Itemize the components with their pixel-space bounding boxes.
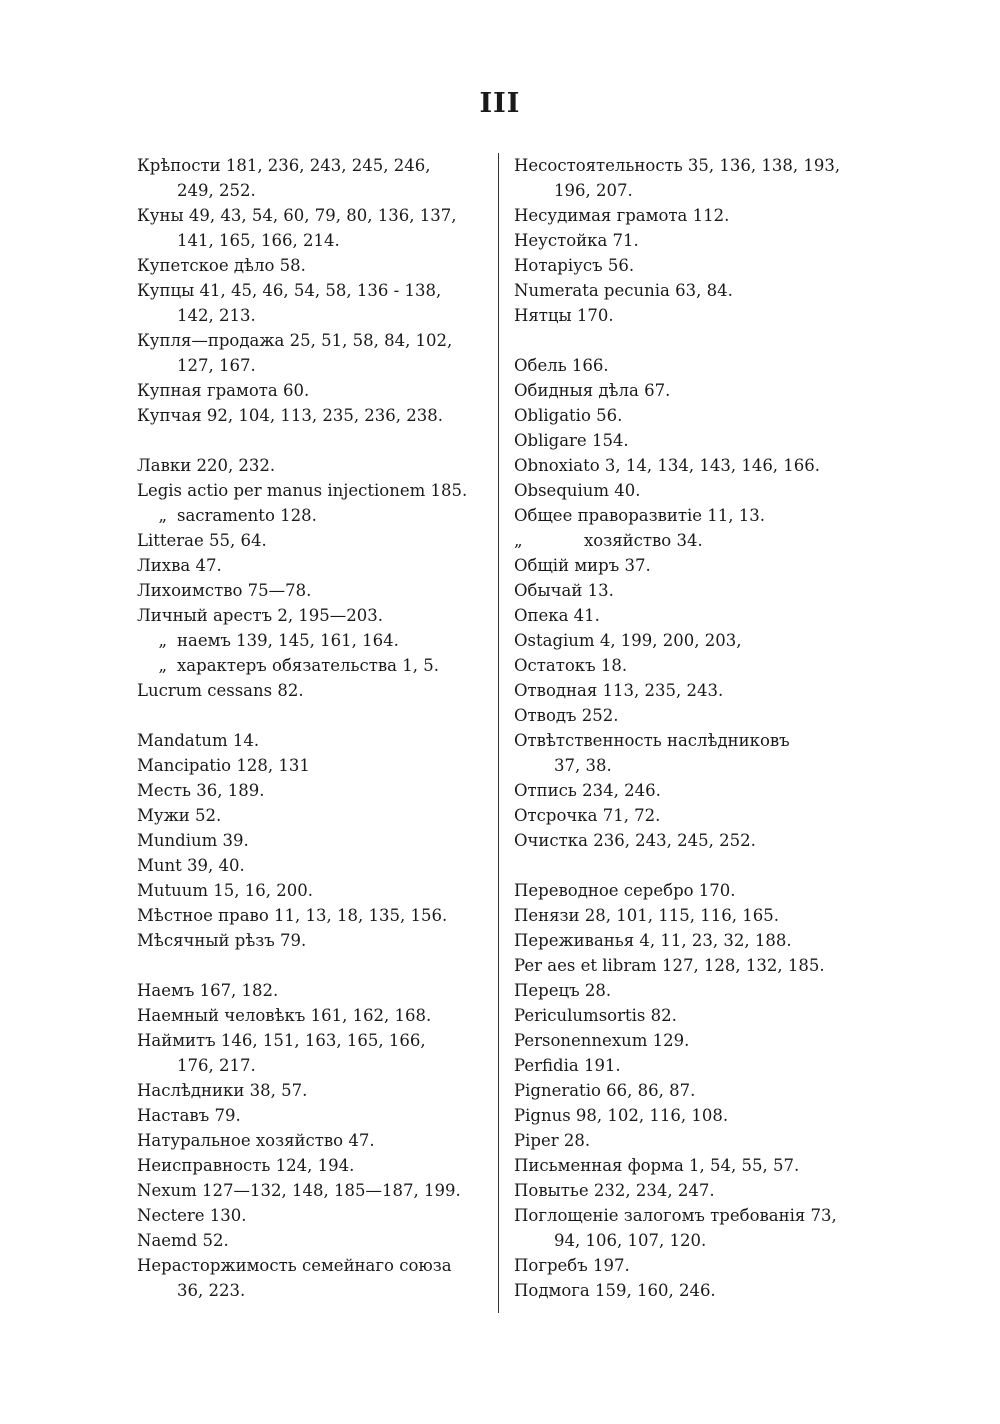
ditto-mark: „ [158, 631, 167, 650]
index-entry-text: Отпись 234, 246. [514, 781, 661, 800]
ditto-mark: „ [514, 531, 523, 550]
index-entry-text: Купная грамота 60. [137, 381, 310, 400]
index-entry [137, 653, 487, 678]
index-entry-text: Per aes et libram 127, 128, 132, 185. [514, 956, 825, 975]
index-entry-text: Куны 49, 43, 54, 60, 79, 80, 136, 137, [137, 206, 457, 225]
index-entry-text: Общее праворазвитіе 11, 13. [514, 506, 766, 525]
index-entry-text: Наемный человѣкъ 161, 162, 168. [137, 1006, 432, 1025]
index-entry-text: Наймитъ 146, 151, 163, 165, 166, [137, 1031, 426, 1050]
index-entry-text: Обидныя дѣла 67. [514, 381, 671, 400]
index-entry [514, 278, 870, 303]
index-entry [137, 1028, 487, 1078]
index-entry-continuation: 37, 38. [554, 756, 612, 775]
index-entry-text: Пенязи 28, 101, 115, 116, 165. [514, 906, 779, 925]
index-entry-text: Остатокъ 18. [514, 656, 628, 675]
index-entry-text: Мѣсячный рѣзъ 79. [137, 931, 307, 950]
index-entry-continuation: 196, 207. [554, 181, 633, 200]
index-entry [137, 753, 487, 778]
index-entry-text: Mandatum 14. [137, 731, 260, 750]
index-entry [137, 1128, 487, 1153]
index-entry-text: Litterae 55, 64. [137, 531, 267, 550]
index-entry-text: Нотаріусъ 56. [514, 256, 635, 275]
index-entry-text: Обель 166. [514, 356, 609, 375]
index-entry [514, 1103, 870, 1128]
index-entry [137, 378, 487, 403]
index-entry [514, 1003, 870, 1028]
index-entry-text: Munt 39, 40. [137, 856, 245, 875]
index-entry-text: Numerata pecunia 63, 84. [514, 281, 733, 300]
index-entry [137, 828, 487, 853]
index-entry-continuation: 141, 165, 166, 214. [177, 231, 340, 250]
index-entry-text: Лихва 47. [137, 556, 222, 575]
index-entry-text: Мужи 52. [137, 806, 222, 825]
index-entry [514, 403, 870, 428]
index-entry-continuation: 36, 223. [177, 1281, 246, 1300]
index-entry [514, 1128, 870, 1153]
index-entry-text: Очистка 236, 243, 245, 252. [514, 831, 756, 850]
index-entry-text: Отвѣтственность наслѣдниковъ [514, 731, 790, 750]
index-entry-text: Naemd 52. [137, 1231, 229, 1250]
index-entry-text: Наслѣдники 38, 57. [137, 1081, 308, 1100]
index-entry [137, 453, 487, 478]
index-entry [514, 453, 870, 478]
index-entry [514, 678, 870, 703]
index-entry-text: Личный арестъ 2, 195—203. [137, 606, 384, 625]
index-entry-text: Отводъ 252. [514, 706, 619, 725]
index-entry-text: Обычай 13. [514, 581, 614, 600]
index-entry-text: Nectere 130. [137, 1206, 247, 1225]
index-entry-text: Mutuum 15, 16, 200. [137, 881, 314, 900]
index-entry-continuation: 142, 213. [177, 306, 256, 325]
index-entry [514, 528, 870, 553]
index-entry [514, 1153, 870, 1178]
index-entry [137, 478, 487, 503]
column-divider [498, 153, 499, 1313]
index-entry [137, 1203, 487, 1228]
index-entry-text: Pignus 98, 102, 116, 108. [514, 1106, 729, 1125]
index-entry [137, 978, 487, 1003]
index-entry-text: Piper 28. [514, 1131, 591, 1150]
index-entry [137, 803, 487, 828]
index-entry-text: Купцы 41, 45, 46, 54, 58, 136 - 138, [137, 281, 442, 300]
index-entry [514, 878, 870, 903]
index-entry-text: Pigneratio 66, 86, 87. [514, 1081, 696, 1100]
index-entry-text: Крѣпости 181, 236, 243, 245, 246, [137, 156, 431, 175]
index-entry-text: Неустойка 71. [514, 231, 639, 250]
index-entry [137, 603, 487, 628]
index-entry [137, 728, 487, 753]
index-entry [514, 1028, 870, 1053]
index-entry-text: Общій миръ 37. [514, 556, 651, 575]
index-entry-text: Погребъ 197. [514, 1256, 630, 1275]
index-entry-text: Personennexum 129. [514, 1031, 690, 1050]
index-entry [514, 978, 870, 1003]
index-entry-text: Месть 36, 189. [137, 781, 265, 800]
index-entry [514, 903, 870, 928]
ditto-mark: „ [158, 506, 167, 525]
index-entry-text: Переводное серебро 170. [514, 881, 736, 900]
index-entry [137, 1078, 487, 1103]
index-entry-text: Купетское дѣло 58. [137, 256, 306, 275]
index-entry [137, 278, 487, 328]
index-entry [514, 428, 870, 453]
index-entry-text: Купля—продажа 25, 51, 58, 84, 102, [137, 331, 453, 350]
index-entry [137, 1228, 487, 1253]
index-entry [514, 1078, 870, 1103]
index-entry-text: Obligare 154. [514, 431, 629, 450]
index-entry [514, 603, 870, 628]
index-entry-text: Отсрочка 71, 72. [514, 806, 661, 825]
index-entry-text: хозяйство 34. [584, 531, 703, 550]
index-entry [137, 203, 487, 253]
index-entry-continuation: 127, 167. [177, 356, 256, 375]
index-entry [137, 878, 487, 903]
index-entry-text: Наемъ 167, 182. [137, 981, 279, 1000]
index-entry-text: Perfidia 191. [514, 1056, 621, 1075]
index-entry [137, 153, 487, 203]
index-entry [137, 853, 487, 878]
index-entry [514, 1253, 870, 1278]
ditto-mark: „ [158, 656, 167, 675]
index-entry-text: Нятцы 170. [514, 306, 614, 325]
index-entry-text: Купчая 92, 104, 113, 235, 236, 238. [137, 406, 444, 425]
index-entry [514, 203, 870, 228]
index-entry [514, 553, 870, 578]
index-entry [514, 378, 870, 403]
index-column-left [137, 153, 487, 1303]
index-entry [137, 1153, 487, 1178]
index-entry [514, 578, 870, 603]
index-entry-text: Переживанья 4, 11, 23, 32, 188. [514, 931, 792, 950]
index-entry [137, 678, 487, 703]
index-entry-text: Наставъ 79. [137, 1106, 241, 1125]
index-entry-text: Нерасторжимость семейнаго союза [137, 1256, 452, 1275]
index-entry [514, 953, 870, 978]
index-entry-text: Несостоятельность 35, 136, 138, 193, [514, 156, 841, 175]
index-entry-text: Obsequium 40. [514, 481, 641, 500]
index-entry [514, 228, 870, 253]
index-entry [137, 403, 487, 428]
index-entry [137, 328, 487, 378]
index-entry-text: sacramento 128. [177, 506, 317, 525]
index-entry [514, 778, 870, 803]
index-entry-continuation: 249, 252. [177, 181, 256, 200]
index-entry-text: Legis actio per manus injectionem 185. [137, 481, 468, 500]
index-entry [137, 1003, 487, 1028]
index-entry-text: Periculumsortis 82. [514, 1006, 677, 1025]
index-entry-text: Ostagium 4, 199, 200, 203, [514, 631, 742, 650]
index-entry-text: Lucrum cessans 82. [137, 681, 304, 700]
index-entry-text: Nexum 127—132, 148, 185—187, 199. [137, 1181, 461, 1200]
index-entry [514, 828, 870, 853]
index-entry [514, 153, 870, 203]
index-entry [514, 653, 870, 678]
index-entry-text: Obligatio 56. [514, 406, 623, 425]
index-entry-text: Подмога 159, 160, 246. [514, 1281, 716, 1300]
index-entry-text: Mancipatio 128, 131 [137, 756, 310, 775]
index-entry [137, 778, 487, 803]
index-entry-text: Неисправность 124, 194. [137, 1156, 355, 1175]
index-entry [514, 478, 870, 503]
index-entry-text: Опека 41. [514, 606, 600, 625]
index-entry [514, 503, 870, 528]
index-entry [137, 1103, 487, 1128]
index-entry [514, 928, 870, 953]
index-entry [137, 1178, 487, 1203]
index-entry [137, 928, 487, 953]
index-entry-text: Перецъ 28. [514, 981, 612, 1000]
index-entry-text: Лавки 220, 232. [137, 456, 276, 475]
index-entry [514, 1203, 870, 1253]
index-entry-text: наемъ 139, 145, 161, 164. [177, 631, 399, 650]
index-entry-text: характеръ обязательства 1, 5. [177, 656, 439, 675]
index-entry [137, 1253, 487, 1303]
index-column-right [514, 153, 870, 1303]
index-entry [137, 628, 487, 653]
index-entry [514, 728, 870, 778]
index-entry-text: Натуральное хозяйство 47. [137, 1131, 375, 1150]
index-entry-text: Мѣстное право 11, 13, 18, 135, 156. [137, 906, 448, 925]
index-entry [137, 578, 487, 603]
index-entry [137, 553, 487, 578]
index-entry [514, 253, 870, 278]
index-entry-text: Mundium 39. [137, 831, 249, 850]
index-entry-text: Отводная 113, 235, 243. [514, 681, 724, 700]
index-entry [514, 303, 870, 328]
index-entry [137, 903, 487, 928]
index-entry [514, 1278, 870, 1303]
index-entry [137, 253, 487, 278]
page-number: III [479, 88, 521, 119]
index-entry-text: Поглощеніе залогомъ требованія 73, [514, 1206, 837, 1225]
index-entry-continuation: 176, 217. [177, 1056, 256, 1075]
index-entry-text: Несудимая грамота 112. [514, 206, 730, 225]
index-entry-text: Повытье 232, 234, 247. [514, 1181, 715, 1200]
index-entry-text: Письменная форма 1, 54, 55, 57. [514, 1156, 800, 1175]
index-entry-continuation: 94, 106, 107, 120. [554, 1231, 707, 1250]
index-entry [514, 1178, 870, 1203]
index-entry-text: Лихоимство 75—78. [137, 581, 312, 600]
index-entry [137, 528, 487, 553]
index-entry [514, 803, 870, 828]
index-entry [514, 703, 870, 728]
index-entry [137, 503, 487, 528]
index-entry [514, 628, 870, 653]
index-entry [514, 1053, 870, 1078]
index-entry-text: Obnoxiato 3, 14, 134, 143, 146, 166. [514, 456, 821, 475]
index-entry [514, 353, 870, 378]
